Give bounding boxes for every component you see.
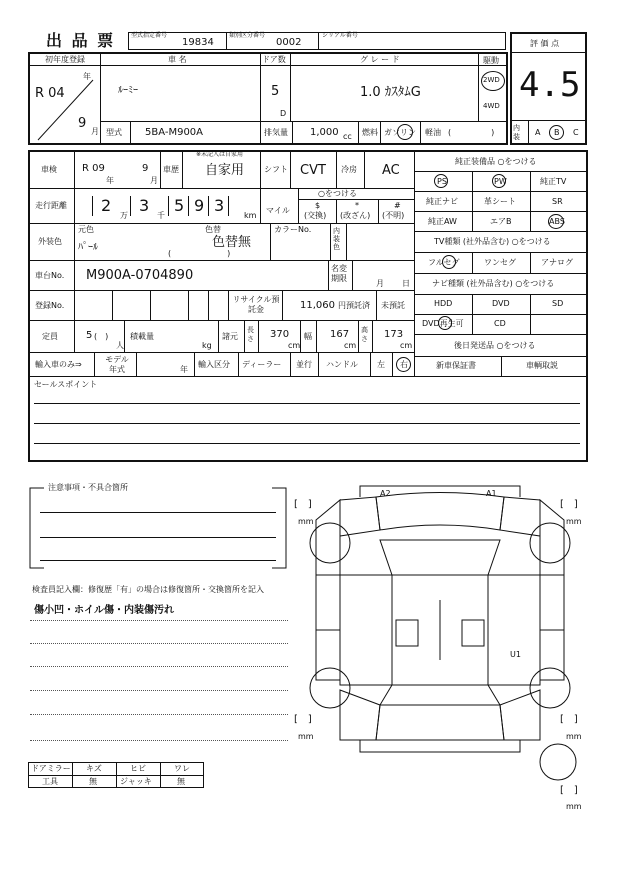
equip-airbag: エアB (490, 217, 512, 226)
dims-label: 諸元 (222, 332, 238, 341)
mileage-d4: 9 (194, 196, 205, 215)
first-reg-month-unit: 月 (91, 127, 99, 136)
recycle-unit: 円預託済 (338, 301, 370, 310)
aircon: AC (382, 163, 400, 178)
class-no-label: 類別区分番号 (229, 32, 266, 39)
equip-abs: ABS (549, 217, 565, 226)
first-reg-label: 初年度登録 (45, 55, 85, 64)
model-label: 型式 (106, 128, 122, 137)
bracket-rl: [ ] (294, 714, 312, 725)
tamper-label: (改ざん) (340, 211, 371, 220)
grade: 1.0 ｶｽﾀﾑG (360, 85, 421, 100)
equip-leather: 革シート (484, 197, 516, 206)
equip-navi: 純正ナビ (426, 197, 458, 206)
chassis: M900A-0704890 (86, 268, 194, 283)
recycle: 11,060 (300, 300, 335, 311)
mile-label: マイル (266, 206, 290, 215)
expiry-day-unit: 日 (402, 279, 410, 288)
after-warranty: 新車保証書 (436, 361, 476, 370)
doors: 5 (271, 84, 280, 99)
interior-label: 内装 (513, 124, 520, 141)
tv-full: フルセグ (428, 258, 460, 267)
bracket-rr: [ ] (560, 714, 578, 725)
inspection-label: 車検 (41, 165, 57, 174)
handle-label: ハンドル (326, 360, 358, 369)
color-label: 外装色 (38, 237, 62, 246)
mm-spare: mm (566, 802, 582, 811)
after-title: 後日発送品 ○をつける (454, 341, 536, 350)
length: 370 (270, 329, 290, 340)
navi-title: ナビ種類 (社外品含む) ○をつける (432, 279, 555, 288)
interior-color-label: 内装色 (333, 227, 340, 251)
inspection-era: R 09 (82, 163, 105, 174)
navi-hdd: HDD (434, 299, 453, 308)
doors-label: ドア数 (262, 55, 286, 64)
form-title: 出 品 票 (46, 31, 116, 50)
interior-c: C (573, 128, 579, 137)
navi-cd: CD (494, 319, 506, 328)
tv-one: ワンセグ (484, 258, 516, 267)
exchange-mark: $ (315, 201, 321, 210)
mileage-d5: 3 (214, 196, 225, 215)
mileage-d1: 2 (101, 196, 112, 215)
score-value: 4.5 (519, 65, 581, 105)
unknown-mark: # (394, 201, 401, 210)
equip-tv: 純正TV (540, 177, 567, 186)
reg-label: 登録No. (35, 301, 65, 310)
legend-h3: ヒビ (130, 764, 146, 773)
repaint: 色替無 (212, 235, 252, 250)
aircon-label: 冷房 (341, 165, 357, 174)
capacity-paren: ( ) (94, 332, 109, 341)
original-color-label: 元色 (78, 225, 94, 234)
first-reg-era: R 04 (35, 86, 65, 101)
tv-analog: アナログ (541, 258, 573, 267)
history-note: ※未記入は自家用 (196, 151, 244, 158)
parallel-label: 並行 (296, 360, 312, 369)
shift-label: シフト (264, 165, 288, 174)
chassis-label: 車台No. (35, 271, 65, 280)
mileage-unit: km (244, 211, 257, 220)
legend-r3: ジャッキ (120, 777, 152, 786)
left-label: 左 (377, 360, 385, 369)
fuel-label: 燃料 (362, 128, 378, 137)
legend-r1: 工具 (42, 777, 58, 786)
light-oil-label: 軽油 (425, 128, 441, 137)
mileage-u2: 千 (157, 211, 165, 220)
diagram-a2: A2 (380, 489, 391, 498)
navi-sd: SD (552, 299, 564, 308)
capacity: 5 (86, 330, 93, 341)
inspector-text: 傷小凹・ホイル傷・内装傷汚れ (34, 605, 174, 616)
import-label: 輸入車のみ⇒ (35, 360, 82, 369)
height: 173 (384, 329, 404, 340)
equipment-title: 純正装備品 ○をつける (455, 157, 537, 166)
interior-a: A (535, 128, 541, 137)
serial-label: シリアル番号 (322, 32, 358, 39)
name-label: 車 名 (168, 55, 187, 64)
model-year-unit: 年 (180, 365, 188, 374)
capacity-unit: 人 (116, 341, 124, 350)
length-unit: cm (288, 341, 301, 350)
interior-b: B (554, 128, 560, 137)
height-label: 高さ (361, 326, 368, 343)
height-unit: cm (400, 341, 413, 350)
equip-ps: PS (437, 177, 447, 186)
mileage-d3: 5 (174, 196, 185, 215)
load-label: 積載量 (130, 332, 154, 341)
inspector-note: 検査員記入欄：修復歴「有」の場合は修復箇所・交換箇所を記入 (32, 585, 264, 594)
inspection-month: 9 (142, 163, 149, 174)
bracket-fl: [ ] (294, 499, 312, 510)
expiry-label: 名変期限 (331, 264, 347, 283)
dealer-label: ディーラー (242, 360, 282, 369)
legend-r4: 無 (177, 777, 185, 786)
model: 5BA-M900A (145, 127, 204, 138)
bracket-spare: [ ] (560, 785, 578, 796)
width-label: 幅 (304, 332, 312, 341)
history: 自家用 (205, 163, 245, 178)
doors-sub: D (280, 109, 287, 118)
drive-label: 駆動 (483, 56, 499, 65)
color-no-label: カラーNo. (274, 225, 312, 234)
mileage-label: 走行距離 (35, 201, 67, 210)
class-no: 0002 (276, 37, 302, 48)
inspection-month-unit: 月 (150, 176, 158, 185)
import-class-label: 輸入区分 (198, 360, 230, 369)
diagram-u1: U1 (510, 650, 521, 659)
mm-rl: mm (298, 732, 314, 741)
mileage-d2: 3 (139, 196, 150, 215)
drive-2wd: 2WD (483, 76, 500, 84)
first-reg-month: 9 (78, 116, 87, 131)
recycle-none: 未預託 (381, 301, 405, 310)
mileage-u1: 万 (120, 211, 128, 220)
model-year-label: モデル年式 (105, 355, 129, 374)
type-no-label: 型式指定番号 (131, 32, 168, 39)
width-unit: cm (344, 341, 357, 350)
recycle-label: リサイクル預託金 (232, 295, 280, 314)
mm-fl: mm (298, 517, 314, 526)
drive-4wd: 4WD (483, 102, 500, 110)
navi-dvd-play: DVD再生可 (422, 319, 464, 328)
equip-sr: SR (552, 197, 563, 206)
load-unit: kg (202, 341, 212, 350)
mark-note: ○をつける (318, 189, 357, 198)
exchange-label: (交換) (304, 211, 327, 220)
tv-title: TV種類 (社外品含む) ○をつける (434, 237, 551, 246)
repaint-paren: ( ) (168, 249, 231, 258)
displacement: 1,000 (310, 127, 339, 138)
after-manual: 車輌取説 (526, 361, 558, 370)
car-name: ﾙｰﾐｰ (118, 85, 138, 96)
tamper-mark: * (355, 201, 359, 210)
legend-r2: 無 (89, 777, 97, 786)
displacement-label: 排気量 (264, 128, 288, 137)
inspection-year-unit: 年 (106, 176, 114, 185)
mm-rr: mm (566, 732, 582, 741)
type-no: 19834 (182, 37, 214, 48)
capacity-label: 定員 (42, 332, 58, 341)
score-label: 評 価 点 (530, 39, 560, 48)
legend-h4: ワレ (174, 764, 190, 773)
length-label: 長さ (247, 326, 254, 343)
fuel: ガソリン (384, 128, 416, 137)
caution-label: 注意事項・不具合箇所 (48, 483, 128, 492)
displacement-unit: cc (343, 132, 352, 141)
original-color: ﾊﾟｰﾙ (78, 242, 98, 253)
bracket-fr: [ ] (560, 499, 578, 510)
diagram-a1: A1 (486, 489, 497, 498)
width: 167 (330, 329, 350, 340)
expiry-month-unit: 月 (376, 279, 384, 288)
light-oil-paren: ( ) (448, 128, 495, 137)
right-label: 右 (400, 360, 408, 369)
legend-h2: キズ (86, 764, 102, 773)
first-reg-year-unit: 年 (83, 72, 91, 81)
legend-h1: ドアミラー (31, 764, 71, 773)
repaint-label: 色替 (205, 225, 221, 234)
mm-fr: mm (566, 517, 582, 526)
equip-aw: 純正AW (428, 217, 457, 226)
equip-pw: PW (494, 177, 507, 186)
history-label: 車歴 (163, 165, 179, 174)
navi-dvd: DVD (492, 299, 510, 308)
grade-label: グ レ ー ド (360, 55, 400, 64)
unknown-label: (不明) (382, 211, 405, 220)
shift: CVT (300, 163, 326, 178)
sales-point-label: セールスポイント (34, 380, 98, 389)
